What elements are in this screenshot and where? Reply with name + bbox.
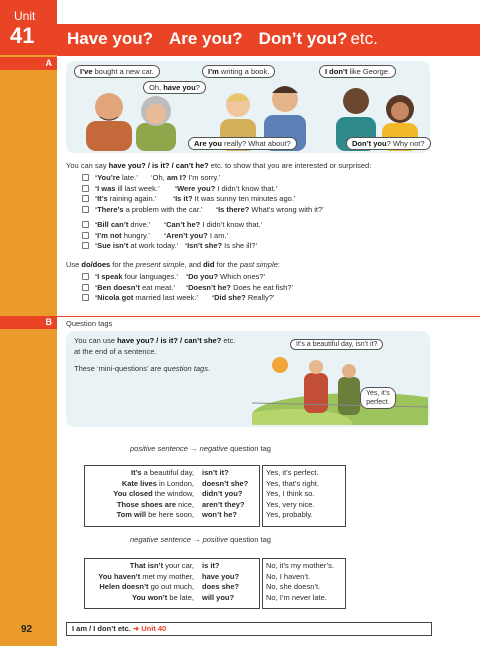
sentence: Kate lives in London, bbox=[121, 478, 194, 488]
example-row: ‘I was ill last week.’ ‘Were you? I didn’t know that.’ bbox=[82, 184, 203, 195]
negative-diagram-label: negative sentence → positive question tag bbox=[130, 535, 271, 544]
sentence: You haven’t met my mother, bbox=[98, 571, 194, 581]
cross-reference-box bbox=[66, 622, 432, 636]
negative-sentence-column bbox=[84, 561, 194, 603]
example-row: ‘I’m not hungry.’ ‘Aren’t you? I am.’ bbox=[82, 231, 178, 242]
illustration-a bbox=[66, 61, 430, 153]
answer: Yes, very nice. bbox=[266, 499, 315, 509]
checkbox-icon bbox=[82, 242, 89, 249]
checkbox-icon bbox=[82, 273, 89, 280]
question-tag: didn’t you? bbox=[202, 489, 243, 499]
negative-answer-column bbox=[266, 561, 334, 603]
checkbox-icon bbox=[82, 284, 89, 291]
example-row: ‘You’re late.’ ‘Oh, am I? I’m sorry.’ bbox=[82, 173, 203, 184]
sentence: Those shoes are nice, bbox=[116, 499, 194, 509]
title-part-2: Are you? bbox=[168, 29, 243, 48]
title-part-1: Have you? bbox=[67, 29, 153, 48]
unit-number: 41 bbox=[10, 23, 35, 48]
sentence: You closed the window, bbox=[113, 489, 194, 499]
example-row: ‘I speak four languages.’ ‘Do you? Which ones?’ bbox=[82, 272, 198, 283]
countryside-scene bbox=[252, 353, 428, 425]
example-row: ‘It’s raining again.’ ‘Is it? It was sunny ten minutes ago.’ bbox=[82, 194, 203, 205]
speech-bubble-dont-you: Don’t you? Why not? bbox=[346, 137, 431, 150]
old-woman-illustration bbox=[132, 89, 180, 151]
bubble-line: Yes, it’s bbox=[366, 390, 390, 397]
sentence: That isn’t your car, bbox=[129, 561, 194, 570]
sentence: Tom will be here soon, bbox=[116, 510, 194, 520]
section-b-tab: B bbox=[0, 316, 57, 329]
example-row: ‘Ben doesn’t eat meat.’ ‘Doesn’t he? Does he eat fish?’ bbox=[82, 283, 198, 294]
examples-c-list bbox=[82, 272, 294, 304]
speech-bubble-writing-book: I’m writing a book. bbox=[202, 65, 275, 78]
speech-bubble-beautiful-day: It’s a beautiful day, isn’t it? bbox=[290, 339, 383, 350]
answer: No, she doesn’t. bbox=[266, 582, 321, 592]
question-tag: does she? bbox=[202, 582, 240, 592]
page-title bbox=[67, 29, 394, 49]
unit-link[interactable]: Unit 40 bbox=[141, 624, 167, 633]
checkbox-icon bbox=[82, 206, 89, 213]
speech-bubble-have-you: Oh, have you? bbox=[143, 81, 206, 94]
dodid-rule: Use do/does for the present simple, and did for the past simple: bbox=[66, 260, 280, 269]
positive-answer-column bbox=[266, 468, 319, 521]
example-row: ‘There’s a problem with the car.’ ‘Is there? What’s wrong with it?’ bbox=[82, 205, 203, 216]
example-row: ‘Nicola got married last week.’ ‘Did she? Really?’ bbox=[82, 293, 198, 304]
question-tag: won’t he? bbox=[202, 510, 237, 520]
examples-b-list bbox=[82, 220, 263, 252]
unit-badge bbox=[0, 0, 57, 55]
answer: Yes, I think so. bbox=[266, 489, 315, 499]
speech-bubble-yes-perfect bbox=[360, 387, 396, 409]
page-number: 92 bbox=[21, 624, 33, 635]
question-tag: have you? bbox=[202, 571, 240, 581]
speech-bubble-dont-like-george: I don’t like George. bbox=[319, 65, 396, 78]
checkbox-icon bbox=[82, 185, 89, 192]
question-tag: aren’t they? bbox=[202, 499, 245, 509]
sentence: You won’t be late, bbox=[132, 592, 194, 602]
intro-a: You can say have you? / is it? / can’t he? etc. to show that you are interested or surprised: bbox=[66, 161, 372, 170]
question-tag: will you? bbox=[202, 592, 235, 602]
checkbox-icon bbox=[82, 221, 89, 228]
question-tag: doesn’t she? bbox=[202, 478, 249, 488]
section-a-tab: A bbox=[0, 57, 57, 70]
speech-bubble-new-car: I’ve bought a new car. bbox=[74, 65, 160, 78]
question-tag: isn’t it? bbox=[202, 468, 229, 477]
section-b-line3: These ‘mini-questions’ are question tags. bbox=[74, 364, 211, 373]
checkbox-icon bbox=[82, 232, 89, 239]
section-divider bbox=[57, 316, 480, 317]
positive-tag-column bbox=[202, 468, 248, 521]
unit-label: Unit bbox=[14, 9, 36, 23]
arrow-icon: ➜ bbox=[130, 624, 142, 633]
sentence: Helen doesn’t go out much, bbox=[99, 582, 194, 592]
title-part-3: Don’t you? bbox=[258, 29, 348, 48]
example-row: ‘Sue isn’t at work today.’ ‘Isn’t she? Is she ill?’ bbox=[82, 241, 178, 252]
answer: No, it’s my mother’s. bbox=[266, 561, 334, 570]
answer: Yes, it’s perfect. bbox=[266, 468, 319, 477]
answer: No, I’m never late. bbox=[266, 592, 327, 602]
section-b-line1: You can use have you? / is it? / can’t she? etc. bbox=[74, 336, 236, 345]
answer: No, I haven’t. bbox=[266, 571, 311, 581]
question-tag: is it? bbox=[202, 561, 220, 570]
title-etc: etc. bbox=[350, 29, 378, 48]
section-b-line2: at the end of a sentence. bbox=[74, 347, 157, 356]
footer-text: I am / I don’t etc. bbox=[72, 624, 131, 633]
checkbox-icon bbox=[82, 174, 89, 181]
checkbox-icon bbox=[82, 195, 89, 202]
checkbox-icon bbox=[82, 294, 89, 301]
answer: Yes, that’s right. bbox=[266, 478, 319, 488]
example-row: ‘Bill can’t drive.’ ‘Can’t he? I didn’t know that.’ bbox=[82, 220, 178, 231]
bubble-line: perfect. bbox=[366, 399, 390, 406]
answer: Yes, probably. bbox=[266, 510, 313, 520]
sentence: It’s a beautiful day, bbox=[131, 468, 194, 477]
negative-tag-column bbox=[202, 561, 239, 603]
positive-sentence-column bbox=[84, 468, 194, 521]
speech-bubble-are-you-really: Are you really? What about? bbox=[188, 137, 297, 150]
illustration-b bbox=[66, 331, 430, 427]
title-bar bbox=[57, 24, 480, 56]
examples-a-list bbox=[82, 173, 324, 215]
positive-diagram-label: positive sentence → negative question tag bbox=[130, 444, 271, 453]
section-b-heading: Question tags bbox=[66, 319, 113, 328]
